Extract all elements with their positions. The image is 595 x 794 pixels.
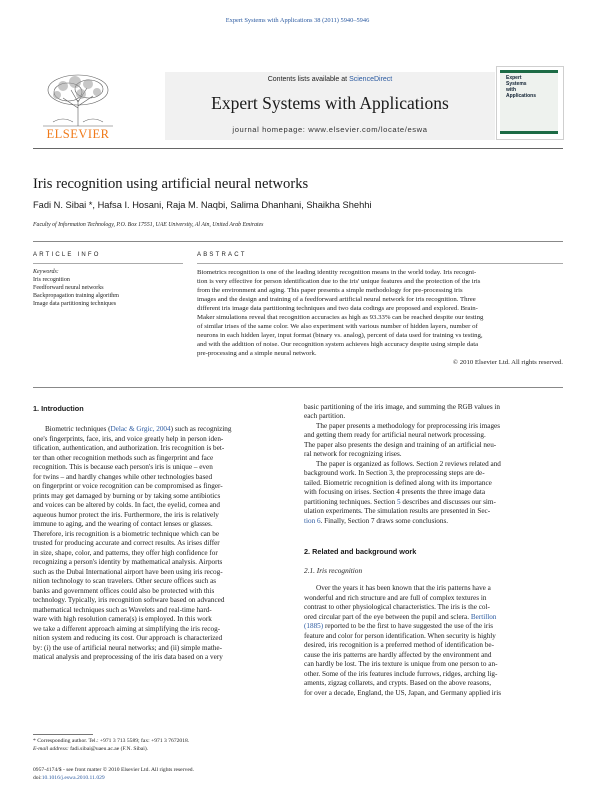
paragraph-line: and getting them ready for artificial neural network processing. bbox=[304, 431, 486, 440]
intro-line: Therefore, iris recognition is a biometric technique which can be bbox=[33, 529, 220, 538]
homepage-prefix: journal homepage: bbox=[232, 125, 309, 134]
intro-line: one's fingerprints, face, iris, and voice greatly help in person iden- bbox=[33, 434, 224, 443]
keyword: Feedforward neural networks bbox=[33, 285, 104, 291]
intro-line: trusted for producing accurate and correct results. As irises differ bbox=[33, 539, 220, 548]
paragraph-line: ral network for recognizing irises. bbox=[304, 450, 402, 459]
keyword: Backpropagation training algorithm bbox=[33, 293, 119, 299]
copyright-notice: © 2010 Elsevier Ltd. All rights reserved. bbox=[452, 359, 563, 367]
intro-line: in size, shape, color, and patterns, they offer high confidence for bbox=[33, 548, 218, 557]
paragraph-line: aments, zigzag collarets, and crypts. Based on the above reasons, bbox=[304, 679, 492, 688]
intro-line: mathematical techniques such as Wavelets and real-time hard- bbox=[33, 605, 212, 614]
paragraph-line bbox=[304, 498, 563, 507]
cover-line: Systems bbox=[506, 81, 527, 87]
cover-line: Applications bbox=[506, 93, 537, 99]
paragraph-line: for over a decade, England, the US, Japan, and Germany applied iris bbox=[304, 688, 501, 697]
doi-link[interactable]: 10.1016/j.eswa.2010.11.029 bbox=[41, 775, 105, 781]
spacer bbox=[304, 538, 563, 547]
paragraph-line: tailed. Biometric recognition is defined along with its importance bbox=[304, 478, 492, 487]
intro-line: each partition. bbox=[304, 412, 346, 421]
keyword: Image data partitioning techniques bbox=[33, 301, 117, 307]
subsection-heading-iris-recognition: 2.1. Iris recognition bbox=[304, 565, 363, 575]
keywords-block bbox=[33, 268, 183, 308]
abstract-line: of similar irises of the same color. We also experiment with various number of hidden layers, number of bbox=[197, 323, 478, 331]
citation-bertillon[interactable]: Bertillon bbox=[470, 612, 497, 621]
citation-delac-grgic[interactable]: Delac & Grgic, 2004 bbox=[110, 425, 171, 434]
contents-prefix: Contents lists available at bbox=[267, 76, 350, 83]
citation-bertillon-year[interactable]: (1885) bbox=[304, 622, 324, 631]
intro-line: ter than other recognition methods such as fingerprint and face bbox=[33, 453, 214, 462]
intro-line: banks and government offices could also be protected with this bbox=[33, 586, 215, 595]
paragraph-text: . Finally, Section 7 draws some conclusions. bbox=[320, 516, 449, 525]
paragraph-line: ulation experiments. The simulation results are presented in Sec- bbox=[304, 507, 491, 516]
spacer bbox=[33, 413, 288, 425]
sciencedirect-link[interactable]: ScienceDirect bbox=[349, 76, 393, 83]
abstract-heading: ABSTRACT bbox=[197, 252, 247, 258]
intro-paragraph-line bbox=[33, 425, 288, 434]
paragraph-line: desired, iris recognition is a preferred method of identification be- bbox=[304, 641, 495, 650]
spacer bbox=[304, 526, 563, 538]
abstract-line: from the environment and aging. This paper presents a simple methodology for pre-processing iris bbox=[197, 287, 463, 295]
intro-line: and voices can be altered by colds. In fact, the eyelid, cornea and bbox=[33, 501, 220, 510]
abstract-line: pre-processing and a simple neural network. bbox=[197, 350, 317, 358]
intro-line: ware with high resolution camera(s) is employed. In this work bbox=[33, 615, 212, 624]
issn-line: 0957-4174/$ - see front matter © 2010 Elsevier Ltd. All rights reserved. bbox=[33, 767, 194, 773]
footnote-rule bbox=[33, 734, 93, 735]
journal-cover-thumbnail bbox=[496, 66, 564, 140]
cover-top-bar bbox=[500, 70, 558, 73]
abstract-text bbox=[197, 268, 563, 368]
info-top-rule bbox=[33, 241, 563, 242]
paragraph-line bbox=[304, 622, 563, 631]
cover-bottom-bar bbox=[500, 131, 558, 134]
paragraph-line: The paper also presents the design and training of an artificial neu- bbox=[304, 440, 497, 449]
intro-text: ) such as recognizing bbox=[170, 425, 232, 434]
paragraph-line: Over the years it has been known that the iris patterns have a bbox=[316, 584, 491, 593]
homepage-url[interactable]: www.elsevier.com/locate/eswa bbox=[308, 125, 428, 134]
section-heading-related-work: 2. Related and background work bbox=[304, 547, 417, 557]
abstract-line: images and the design and training of a feedforward artificial neural network for iris recognition. Three bbox=[197, 296, 476, 304]
contents-line bbox=[165, 76, 495, 83]
intro-text: Biometric techniques ( bbox=[45, 425, 111, 434]
journal-reference[interactable]: Expert Systems with Applications 38 (2011) 5940–5946 bbox=[225, 17, 370, 24]
article-info-rule bbox=[33, 263, 183, 264]
publisher-name: ELSEVIER bbox=[46, 127, 110, 141]
intro-line: prints may get damaged by burning or by taking some antibiotics bbox=[33, 491, 221, 500]
intro-line: we take a different approach aiming at simplifying the iris recog- bbox=[33, 624, 221, 633]
cover-line: Expert bbox=[506, 75, 522, 81]
abstract-line: tion is very effective for person identification due to the iris' unique features and the protection of the iris bbox=[197, 278, 481, 286]
email-address: fadi.sibai@uaeu.ac.ae (F.N. Sibai). bbox=[68, 746, 149, 752]
intro-line: by: (i) the use of artificial neural networks; and (ii) simple mathe- bbox=[33, 643, 223, 652]
intro-line: recognizing a person's identity by mathematical analysis. Airports bbox=[33, 558, 223, 567]
footnote bbox=[33, 737, 293, 753]
abstract-line: different iris image data partitioning techniques and two data codings are proposed and explored. Brain- bbox=[197, 305, 478, 313]
paragraph-text: reported to be the first to have suggested the use of the iris bbox=[323, 622, 494, 631]
paragraph-line: other. Some of the iris features include furrows, ridges, arching lig- bbox=[304, 669, 498, 678]
author-affiliation: Faculty of Information Technology, P.O. Box 17551, UAE University, Al Ain, United Arab Emirates bbox=[33, 222, 264, 228]
paragraph-line bbox=[304, 613, 563, 622]
paragraph-line: contrast to other physiological characteristics. The iris is the col- bbox=[304, 603, 490, 612]
paragraph-line: background work. In Section 3, the preprocessing steps are de- bbox=[304, 469, 485, 478]
paragraph-line: feature and color for person identification. When security is highly bbox=[304, 631, 496, 640]
abstract-line: Maker simulations reveal that recognition accuracies as high as 93.33% can be reached despite our testing bbox=[197, 314, 484, 322]
doi-prefix: doi: bbox=[33, 775, 42, 781]
header-rule bbox=[33, 148, 563, 149]
doi-line bbox=[33, 774, 333, 782]
paragraph-text: ored circular part of the eye between the pupil and sclera. bbox=[304, 612, 471, 621]
spacer bbox=[304, 557, 563, 566]
intro-line: matical analysis and preprocessing of the iris data based on a very bbox=[33, 653, 223, 662]
paragraph-text: describes and discusses our sim- bbox=[400, 497, 496, 506]
paragraph-line: wonderful and rich structure and are full of complex textures in bbox=[304, 593, 487, 602]
intro-line: for twins – and hardly changes while other technologies based bbox=[33, 472, 213, 481]
article-title: Iris recognition using artificial neural networks bbox=[33, 176, 309, 192]
paragraph-line: can hardly be lost. The iris texture is unique from one person to an- bbox=[304, 660, 498, 669]
intro-line: on fingerprint or voice recognition can be compromised as finger- bbox=[33, 482, 223, 491]
section-heading-introduction: 1. Introduction bbox=[33, 404, 84, 413]
spacer bbox=[304, 575, 563, 584]
cover-title bbox=[506, 75, 554, 99]
cover-line: with bbox=[506, 87, 516, 93]
abstract-bottom-rule bbox=[33, 387, 563, 388]
paragraph-line bbox=[304, 517, 563, 526]
section-6-link[interactable]: tion 6 bbox=[304, 516, 321, 525]
body-left-column bbox=[33, 404, 288, 663]
email-note bbox=[33, 745, 293, 753]
intro-line: such as the Dubai International airport have been using iris recog- bbox=[33, 567, 223, 576]
email-label: E-mail address: bbox=[33, 746, 69, 752]
intro-line: tification, authentication, and authorization. Iris recognition is bet- bbox=[33, 444, 225, 453]
keyword: Iris recognition bbox=[33, 277, 70, 283]
intro-line: nition technology to scan travelers. Other secure offices such as bbox=[33, 577, 217, 586]
intro-line: immune to aging, and the wearing of contact lenses or glasses. bbox=[33, 520, 213, 529]
keywords-label: Keywords: bbox=[33, 269, 59, 275]
intro-line: technology. Typically, iris recognition software based on advanced bbox=[33, 596, 225, 605]
paragraph-line: The paper is organized as follows. Section 2 reviews related and bbox=[316, 459, 501, 468]
journal-homepage bbox=[165, 125, 495, 134]
abstract-line: Biometrics recognition is one of the leading identity recognition means in the world today. Iris recogni- bbox=[197, 269, 477, 276]
section-5-link[interactable]: 5 bbox=[397, 497, 401, 506]
paragraph-line: cause the iris patterns are hardly affected by the environment and bbox=[304, 650, 492, 659]
abstract-rule bbox=[197, 263, 563, 264]
paragraph-line: The paper presents a methodology for preprocessing iris images bbox=[316, 421, 501, 430]
abstract-line: neurons in each hidden layer, input format (binary vs. analog), percent of data used for training vs testing, bbox=[197, 332, 483, 340]
intro-line: basic partitioning of the iris image, and summing the RGB values in bbox=[304, 403, 501, 411]
intro-line: nition system and reducing its cost. Our approach is characterized bbox=[33, 634, 223, 643]
intro-line: recognition. This is because each person's iris is unique – even bbox=[33, 463, 213, 472]
paragraph-line: with focusing on irises. Section 4 presents the three image data bbox=[304, 488, 486, 497]
paragraph-text: partitioning techniques. Section bbox=[304, 497, 398, 506]
body-right-column bbox=[304, 403, 563, 698]
abstract-line: and with the addition of noise. Our recognition system achieves high accuracy despite using simple data bbox=[197, 341, 479, 349]
issn-block bbox=[33, 766, 333, 782]
article-info-heading: ARTICLE INFO bbox=[33, 252, 101, 258]
journal-title: Expert Systems with Applications bbox=[211, 93, 449, 113]
intro-line: aqueous humor protect the iris. Furthermore, the iris is relatively bbox=[33, 510, 219, 519]
article-authors: Fadi N. Sibai *, Hafsa I. Hosani, Raja M. Naqbi, Salima Dhanhani, Shaikha Shehhi bbox=[33, 200, 372, 210]
corresponding-author-note: * Corresponding author. Tel.: +971 3 713 5589; fax: +971 3 7672018. bbox=[33, 738, 190, 744]
